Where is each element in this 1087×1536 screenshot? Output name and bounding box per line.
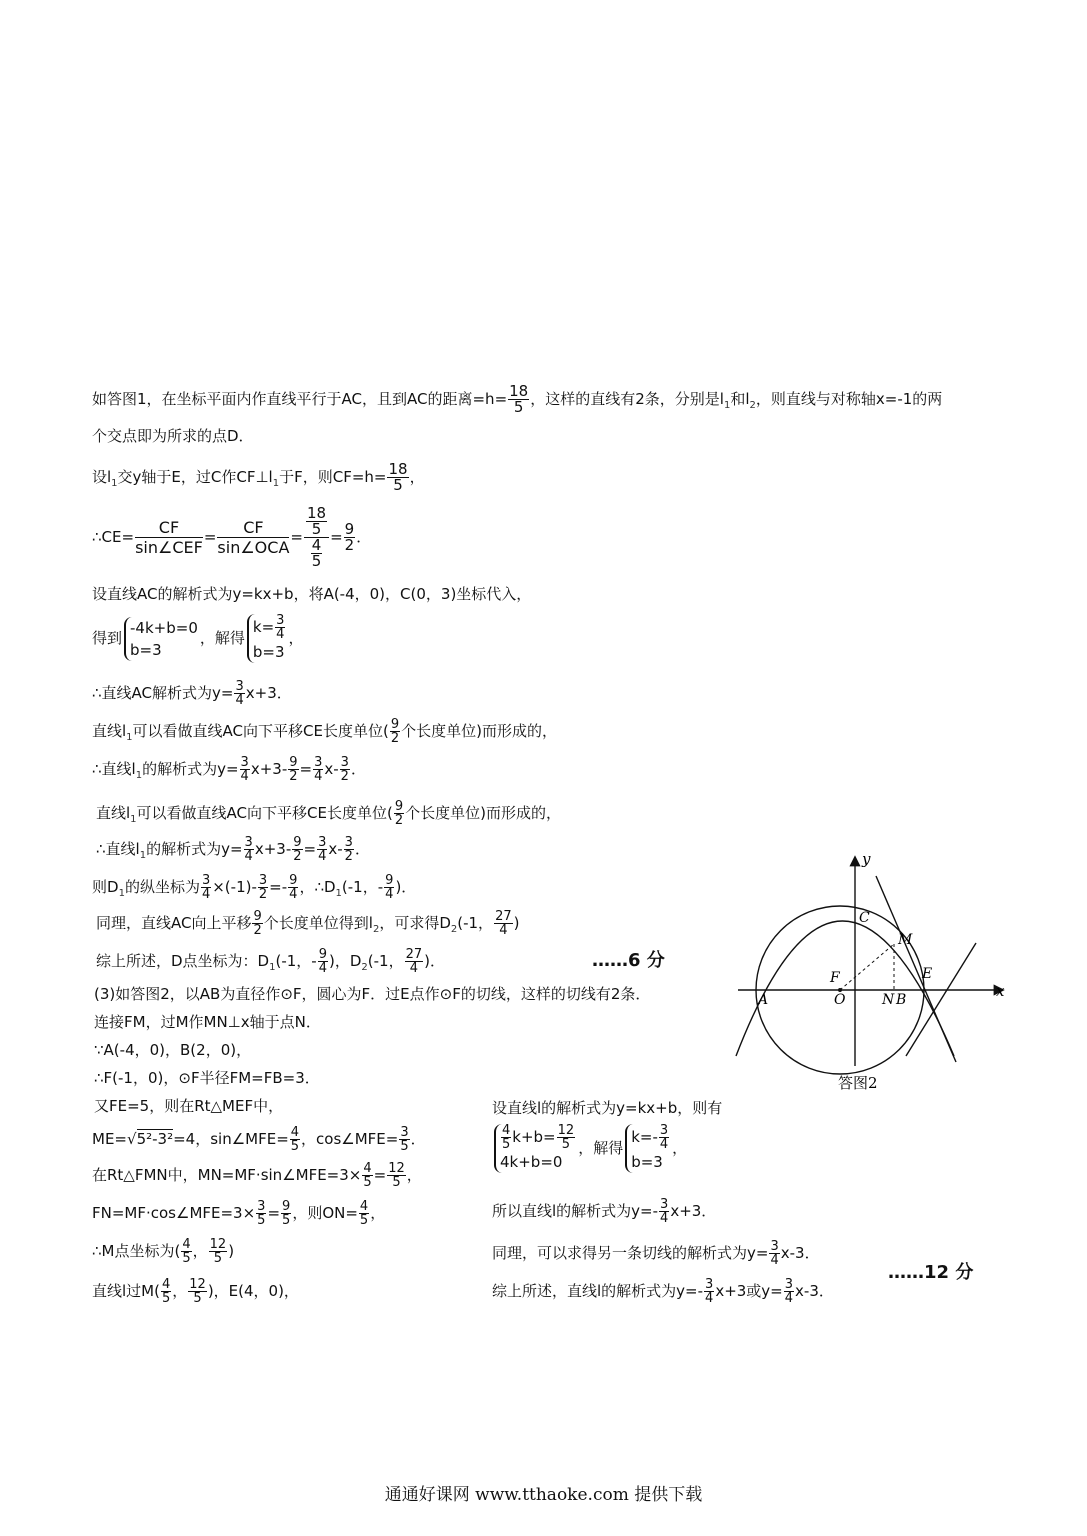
label-y: y	[862, 850, 871, 868]
line-5: 设直线AC的解析式为y=kx+b，将A(-4，0)，C(0，3)坐标代入，	[92, 585, 532, 603]
parabola	[736, 921, 954, 1056]
right-line-5: 综上所述，直线l的解析式为y=- $\frac{3}{4}$ x+3或y= $\frac{3}{4}$ x-3．	[492, 1277, 834, 1306]
equation-system: -4k+b=0 b=3	[124, 617, 198, 661]
fraction: $\frac{CF}{\text{sin∠OCA}}$	[217, 518, 290, 557]
score-12: ……12 分	[888, 1262, 974, 1283]
compound-fraction: $\frac{\frac{18}{5}}{\frac{4}{5}}$	[304, 506, 329, 569]
line-19: 又FE=5，则在Rt△MEF中，	[94, 1097, 284, 1115]
line-4: ∴CE= $\frac{CF}{\text{sin∠CEF}}$ = $\frac{CF}{\text{sin∠OCA}}$ = $\frac{\frac{18}{5}}{\frac{4}{5}}$ = $\frac{9}{2}$ ．	[92, 504, 372, 570]
line-12: 则$D_1$的纵坐标为 $\frac{3}{4}$ ×(-1)- $\frac{3}{2}$ =- $\frac{9}{4}$ ，$\therefore D_1(-1$，- $\frac{9}{4}$ )．	[92, 873, 417, 902]
label-o: O	[834, 992, 846, 1008]
figure-caption: 答图2	[838, 1074, 878, 1092]
right-line-2: $\frac{4}{5}$ k+b= $\frac{12}{5}$ 4k+b=0 ，解得 k=- $\frac{3}{4}$ b=3 ，	[492, 1124, 687, 1173]
line-7: ∴直线AC解析式为y= $\frac{3}{4}$ x+3．	[92, 679, 292, 708]
label-n: N	[882, 992, 895, 1008]
label-x: x	[996, 982, 1005, 1000]
segment-fm	[840, 944, 894, 990]
fraction: $\frac{18}{5}$	[388, 460, 408, 494]
solution-system: k=- $\frac{3}{4}$ b=3	[625, 1124, 670, 1173]
line-6: 得到 -4k+b=0 b=3 ，解得 k= $\frac{3}{4}$ b=3 ，	[92, 613, 304, 661]
label-c: C	[859, 910, 870, 926]
line-11: ∴直线$l_1$的解析式为y= $\frac{3}{4}$ x+3- $\frac{9}{2}$ = $\frac{3}{4}$ x- $\frac{3}{2}$ ．	[96, 835, 370, 864]
figure-2	[728, 848, 1018, 1098]
label-f: F	[830, 970, 840, 986]
line-14: 综上所述，D点坐标为：$D_1(-1$，- $\frac{9}{4}$ )，$D_2(-1$， $\frac{27}{4}$ )．	[96, 947, 445, 976]
label-e: E	[922, 966, 933, 982]
line-20: ME=√5²-3²=4，sin∠MFE= $\frac{4}{5}$ ，cos∠MFE= $\frac{3}{5}$ ．	[92, 1125, 426, 1154]
line-17: ∵A(-4，0)，B(2，0)，	[94, 1041, 252, 1059]
text: 如答图1，在坐标平面内作直线平行于AC，且到AC的距离=h=	[92, 390, 508, 408]
line-21: 在Rt△FMN中，MN=MF·sin∠MFE=3× $\frac{4}{5}$ = $\frac{12}{5}$ ，	[92, 1161, 422, 1190]
tangent-2	[906, 943, 976, 1056]
score-6: ……6 分	[592, 950, 665, 971]
line-10: 直线$l_1$可以看做直线AC向下平移CE长度单位( $\frac{9}{2}$ 个长度单位)而形成的，	[96, 799, 561, 828]
line-1: 如答图1，在坐标平面内作直线平行于AC，且到AC的距离=h= $\frac{18}{5}$ ，这样的直线有2条，分别是$l_1$和$l_2$，则直线与对称轴x=-1的两	[92, 382, 943, 416]
line-16: 连接FM，过M作MN⊥x轴于点N．	[94, 1013, 321, 1031]
line-8: 直线$l_1$可以看做直线AC向下平移CE长度单位( $\frac{9}{2}$ 个长度单位)而形成的，	[92, 717, 557, 746]
fraction: $\frac{18}{5}$	[509, 382, 529, 416]
label-b: B	[896, 992, 907, 1008]
line-24: 直线l过M( $\frac{4}{5}$ ， $\frac{12}{5}$ )，E(4，0)，	[92, 1277, 299, 1306]
tangent-1	[876, 876, 956, 1062]
label-a: A	[758, 992, 769, 1008]
solution-system: k= $\frac{3}{4}$ b=3	[247, 614, 287, 663]
footer: 通通好课网 www.tthaoke.com 提供下载	[384, 1485, 703, 1505]
line-2: 个交点即为所求的点D．	[92, 427, 254, 445]
line-9: ∴直线$l_1$的解析式为y= $\frac{3}{4}$ x+3- $\frac{9}{2}$ = $\frac{3}{4}$ x- $\frac{3}{2}$ ．	[92, 755, 366, 784]
fraction: $\frac{9}{2}$	[344, 520, 355, 554]
label-m: M	[898, 932, 913, 948]
line-22: FN=MF·cos∠MFE=3× $\frac{3}{5}$ = $\frac{9}{5}$ ，则ON= $\frac{4}{5}$ ，	[92, 1199, 386, 1228]
line-18: ∴F(-1，0)，⊙F半径FM=FB=3．	[94, 1069, 320, 1087]
right-line-3: 所以直线l的解析式为y=- $\frac{3}{4}$ x+3．	[492, 1197, 717, 1226]
equation-system: $\frac{4}{5}$ k+b= $\frac{12}{5}$ 4k+b=0	[494, 1124, 576, 1173]
fraction: $\frac{CF}{\text{sin∠CEF}}$	[135, 518, 203, 557]
right-line-4: 同理，可以求得另一条切线的解析式为y= $\frac{3}{4}$ x-3．	[492, 1239, 820, 1268]
line-3: 设$l_1$交y轴于E，过C作$CF\perp l_1$于F，则CF=h= $\frac{18}{5}$ ，	[92, 460, 425, 494]
right-line-1: 设直线l的解析式为y=kx+b，则有	[492, 1099, 723, 1117]
line-15: (3)如答图2，以AB为直径作⊙F，圆心为F．过E点作⊙F的切线，这样的切线有2条．	[94, 985, 651, 1003]
line-23: ∴M点坐标为( $\frac{4}{5}$ ， $\frac{12}{5}$ )	[92, 1237, 235, 1266]
line-13: 同理，直线AC向上平移 $\frac{9}{2}$ 个长度单位得到$l_2$，可求得$D_2(-1$， $\frac{27}{4}$ )	[96, 909, 520, 938]
